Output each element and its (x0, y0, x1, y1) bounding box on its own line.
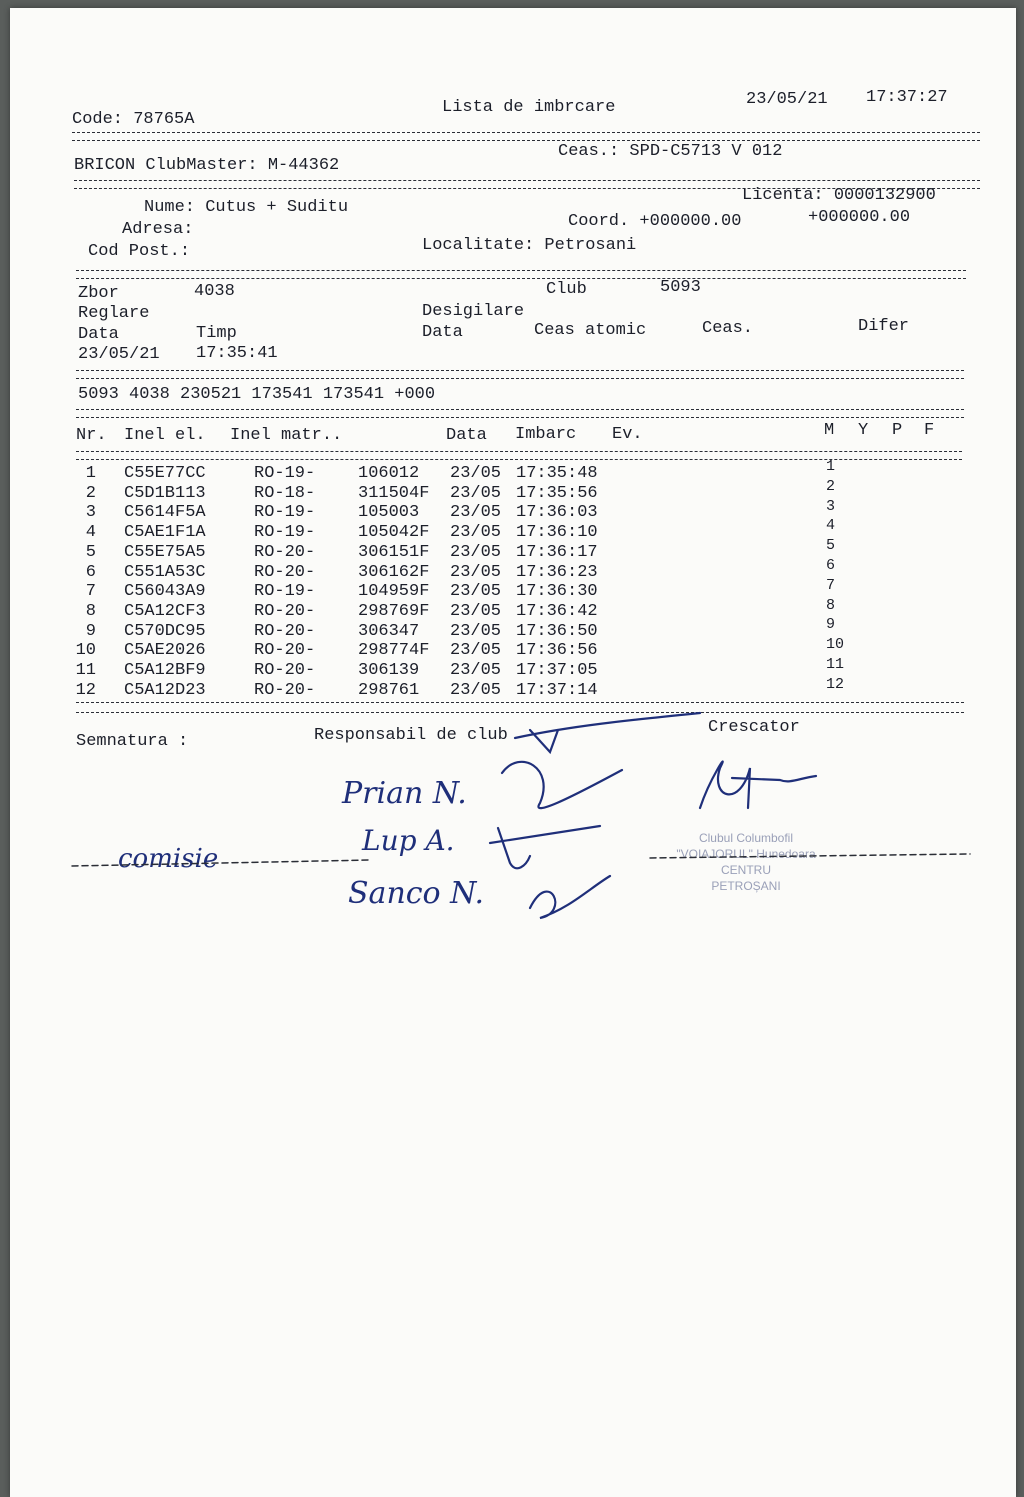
row-time: 17:36:17 (516, 542, 598, 562)
row-el: C55E77CC (124, 464, 206, 483)
col-imbarc: Imbarc (515, 425, 577, 444)
row-data: 23/05 (450, 621, 502, 641)
row-time: 17:36:42 (516, 601, 598, 621)
row-pref: RO-19- (254, 464, 316, 483)
col-inel-matr: Inel matr.. (230, 426, 343, 445)
row-matr: 311504F (358, 483, 430, 503)
club-responsible-label: Responsabil de club (314, 726, 508, 745)
row-data: 23/05 (450, 641, 502, 661)
row-time: 17:36:30 (516, 582, 598, 602)
row-nr: 3 (85, 503, 96, 523)
row-time: 17:36:23 (516, 562, 598, 582)
row-m-position: 9 (826, 616, 836, 634)
row-time: 17:37:05 (516, 661, 598, 680)
row-pref: RO-20- (254, 661, 316, 680)
row-nr: 12 (75, 680, 96, 700)
row-matr: 298774F (358, 641, 430, 661)
col-m: M (824, 421, 835, 440)
time-label: Timp (196, 324, 237, 343)
row-pref: RO-20- (254, 542, 316, 562)
setting-label: Reglare (78, 304, 150, 323)
row-matr: 105003 (358, 503, 420, 523)
row-pref: RO-20- (254, 601, 316, 621)
row-matr: 298769F (358, 601, 430, 621)
row-m-position: 3 (826, 497, 836, 515)
row-nr: 11 (75, 661, 96, 680)
row-data: 23/05 (450, 661, 502, 680)
row-nr: 7 (85, 582, 96, 602)
row-m-position: 4 (826, 517, 836, 535)
license-number: Licenta: 0000132900 (742, 186, 936, 205)
row-nr: 10 (75, 641, 96, 661)
row-m-position: 8 (826, 596, 836, 614)
row-time: 17:36:56 (516, 641, 598, 661)
row-matr: 306347 (358, 621, 420, 641)
row-m-position: 7 (826, 576, 836, 594)
handwritten-name-1: Prian N. (342, 776, 467, 811)
setting-time: 17:35:41 (196, 344, 278, 363)
flight-label: Zbor (78, 284, 119, 303)
date-label: Data (78, 325, 119, 344)
signature-3-flourish (530, 876, 610, 918)
row-el: C5AE1F1A (124, 523, 206, 543)
row-el: C56043A9 (124, 582, 206, 602)
row-nr: 9 (85, 621, 96, 641)
commission-underline-right (650, 854, 970, 858)
setting-date: 23/05/21 (78, 345, 160, 364)
club-signature-stroke (515, 713, 700, 738)
commission-underline (72, 860, 370, 866)
row-data: 23/05 (450, 562, 502, 582)
row-pref: RO-19- (254, 503, 316, 523)
coordinates: Coord. +000000.00 (568, 212, 742, 231)
header-date: 23/05/21 (746, 90, 828, 109)
stamp-line-4: PETROȘANI (711, 879, 781, 893)
owner-address: Adresa: (122, 220, 194, 239)
row-m-position: 12 (826, 675, 845, 693)
row-nr: 5 (85, 542, 96, 562)
breeder-label: Crescator (708, 718, 800, 737)
row-data: 23/05 (450, 542, 502, 562)
row-time: 17:35:48 (516, 464, 598, 483)
row-el: C5D1B113 (124, 483, 206, 503)
row-data: 23/05 (450, 523, 502, 543)
row-data: 23/05 (450, 483, 502, 503)
row-m-position: 5 (826, 537, 836, 555)
col-nr: Nr. (76, 426, 107, 445)
row-data: 23/05 (450, 464, 502, 483)
row-pref: RO-20- (254, 641, 316, 661)
row-pref: RO-20- (254, 621, 316, 641)
breeder-signature (700, 762, 816, 808)
club-label: Club (546, 280, 587, 299)
row-matr: 298761 (358, 680, 420, 700)
clubmaster-id: BRICON ClubMaster: M-44362 (74, 156, 340, 175)
handwriting-strokes (10, 8, 1016, 1008)
stamp-line-2: "VOIAJORUL" Hunedoara (676, 847, 816, 861)
row-data: 23/05 (450, 582, 502, 602)
club-number: 5093 (660, 278, 701, 297)
row-m-position: 1 (826, 458, 836, 475)
row-m-position: 11 (826, 656, 845, 673)
row-time: 17:35:56 (516, 483, 598, 503)
row-el: C5AE2026 (124, 641, 206, 661)
row-el: C551A53C (124, 562, 206, 582)
row-pref: RO-19- (254, 582, 316, 602)
code-label: Code: 78765A (72, 110, 195, 129)
row-time: 17:36:03 (516, 503, 598, 523)
row-data: 23/05 (450, 503, 502, 523)
row-el: C5A12D23 (124, 680, 206, 700)
row-time: 17:37:14 (516, 680, 598, 700)
row-el: C55E75A5 (124, 542, 206, 562)
difference-label: Difer (858, 317, 910, 336)
row-matr: 306162F (358, 562, 430, 582)
row-el: C570DC95 (124, 621, 206, 641)
row-pref: RO-20- (254, 680, 316, 700)
header-time: 17:37:27 (866, 88, 948, 107)
row-pref: RO-20- (254, 562, 316, 582)
row-pref: RO-19- (254, 523, 316, 543)
locality: Localitate: Petrosani (422, 236, 637, 255)
document-title: Lista de imbrcare (442, 98, 616, 117)
col-y: Y (858, 421, 869, 440)
owner-name: Nume: Cutus + Suditu (144, 198, 349, 217)
atomic-clock-label: Ceas atomic (534, 321, 647, 340)
coordinates-second: +000000.00 (808, 208, 911, 227)
handwritten-name-2: Lup A. (362, 824, 455, 857)
row-matr: 106012 (358, 464, 420, 483)
row-m-position: 2 (826, 477, 836, 495)
receipt-paper (10, 8, 1016, 1497)
row-m-position: 6 (826, 557, 836, 574)
clock-label: Ceas. (702, 319, 754, 338)
row-matr: 306151F (358, 542, 430, 562)
unseal-date-label: Data (422, 323, 463, 342)
row-pref: RO-18- (254, 483, 316, 503)
row-matr: 105042F (358, 523, 430, 543)
row-m-position: 10 (826, 636, 845, 654)
col-data: Data (446, 426, 487, 445)
row-matr: 104959F (358, 582, 430, 602)
handwritten-commission: comisie (118, 844, 219, 874)
row-data: 23/05 (450, 680, 502, 700)
row-nr: 2 (85, 483, 96, 503)
row-nr: 4 (85, 523, 96, 543)
row-matr: 306139 (358, 661, 420, 680)
row-el: C5A12CF3 (124, 601, 206, 621)
stamp-line-1: Clubul Columbofil (698, 831, 794, 845)
stamp-line-3: CENTRU (721, 863, 771, 877)
row-nr: 1 (85, 464, 96, 483)
signature-label: Semnatura : (76, 732, 189, 751)
sync-code-line: 5093 4038 230521 173541 173541 +000 (78, 385, 436, 404)
row-nr: 8 (85, 601, 96, 621)
col-inel-el: Inel el. (124, 426, 206, 445)
row-time: 17:36:10 (516, 523, 598, 543)
postal-code: Cod Post.: (88, 242, 191, 261)
signature-2-flourish (490, 826, 600, 868)
col-f: F (924, 421, 935, 440)
signature-1-flourish (502, 762, 622, 808)
handwritten-name-3: Sanco N. (348, 876, 485, 911)
col-ev: Ev. (612, 425, 643, 444)
row-data: 23/05 (450, 601, 502, 621)
col-p: P (892, 421, 903, 440)
clock-id: Ceas.: SPD-C5713 V 012 (558, 142, 783, 161)
flight-number: 4038 (194, 282, 235, 301)
row-time: 17:36:50 (516, 621, 598, 641)
unseal-label: Desigilare (422, 302, 525, 321)
row-nr: 6 (85, 562, 96, 582)
row-el: C5A12BF9 (124, 661, 206, 680)
row-el: C5614F5A (124, 503, 206, 523)
